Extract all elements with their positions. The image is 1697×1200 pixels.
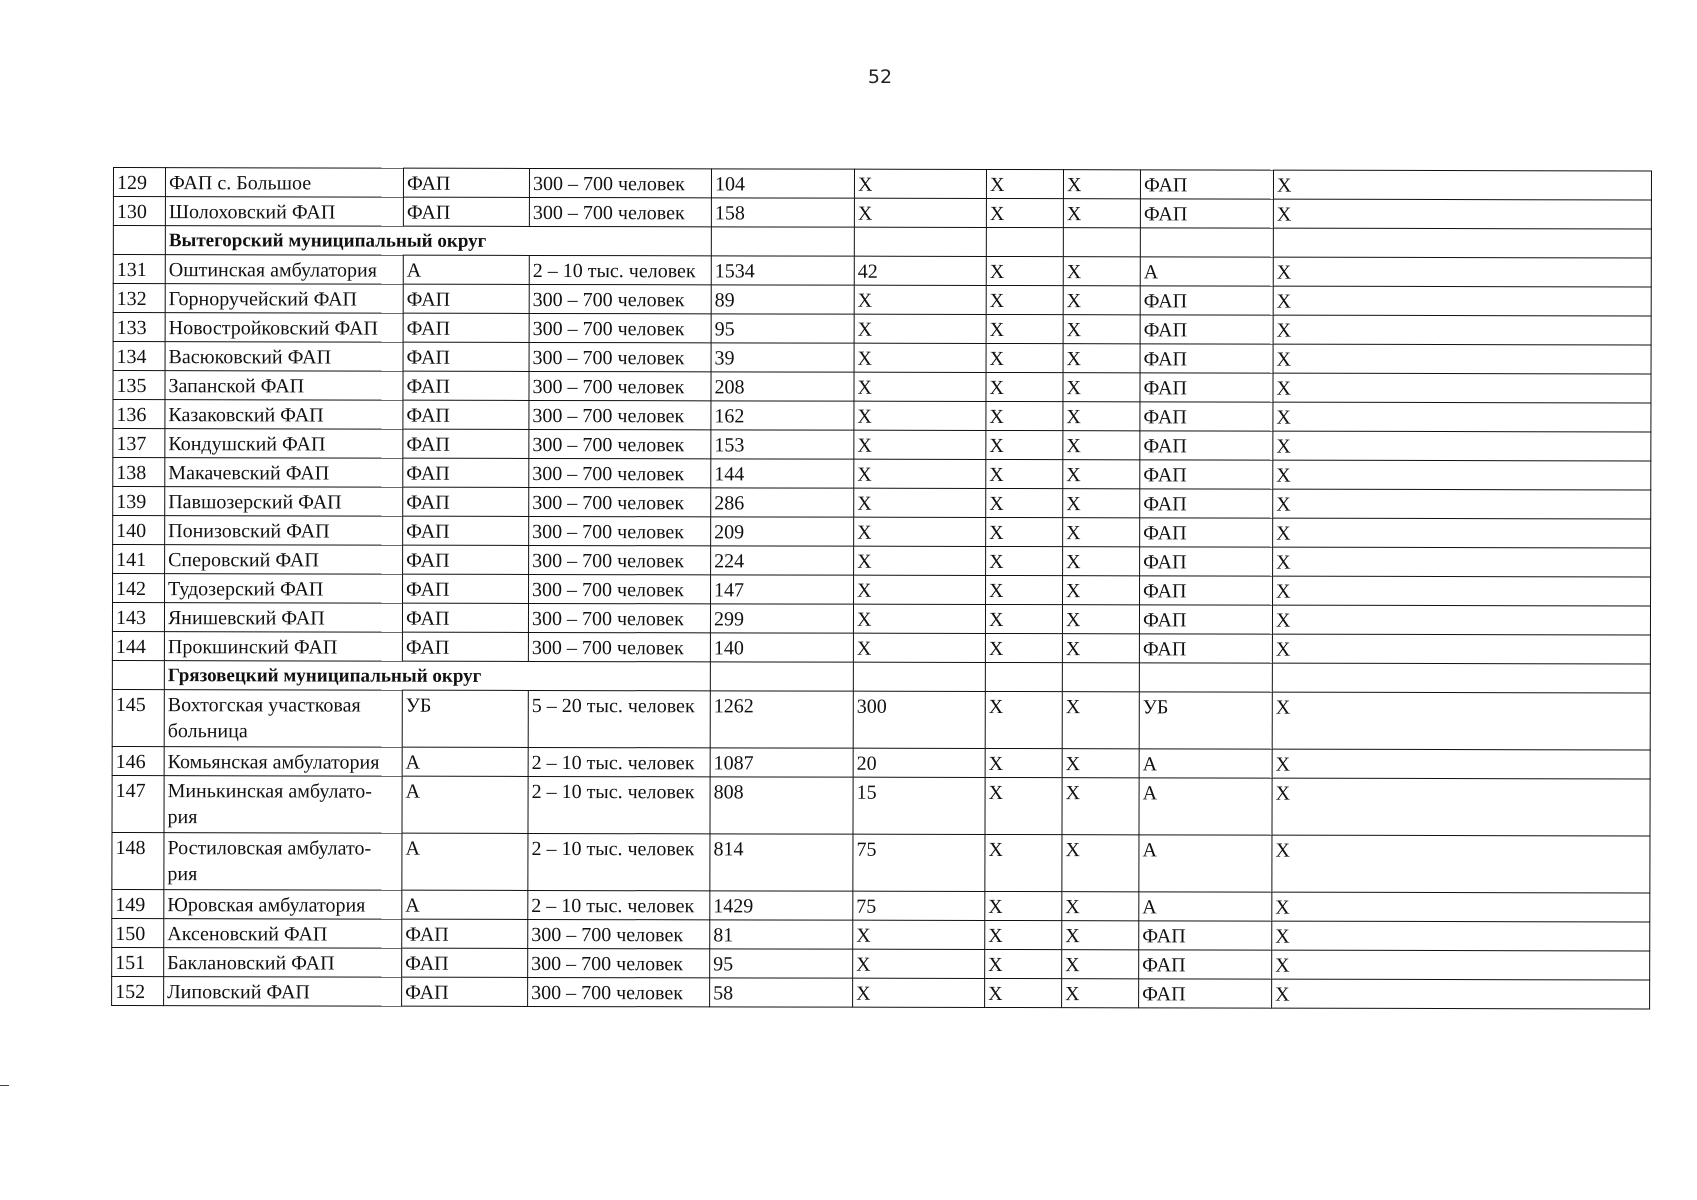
cell-value-d: X xyxy=(1273,576,1651,606)
cell-population: 81 xyxy=(710,920,853,949)
cell-target-type: ФАП xyxy=(1140,431,1273,460)
cell-facility-name: Шолоховский ФАП xyxy=(165,197,403,227)
section-empty-cell xyxy=(711,227,854,256)
cell-value-c: X xyxy=(1063,431,1140,460)
cell-value-a: X xyxy=(853,978,985,1007)
cell-value-b: X xyxy=(986,459,1063,488)
cell-value-b: X xyxy=(985,949,1062,978)
cell-target-type: ФАП xyxy=(1140,576,1273,605)
cell-value-d: X xyxy=(1273,257,1651,287)
cell-value-b: X xyxy=(986,198,1063,227)
table-row xyxy=(112,889,1650,921)
section-empty-cell xyxy=(854,227,986,256)
cell-population: 1429 xyxy=(710,891,853,920)
cell-facility-name: Липовский ФАП xyxy=(164,977,402,1007)
cell-population: 208 xyxy=(711,372,854,401)
cell-value-b: X xyxy=(985,834,1062,891)
section-empty-cell xyxy=(1272,663,1650,693)
cell-value-a: X xyxy=(854,372,986,401)
cell-population: 153 xyxy=(711,430,854,459)
cell-population-range: 300 – 700 человек xyxy=(528,603,710,632)
cell-population: 158 xyxy=(711,198,854,227)
cell-row-number: 144 xyxy=(112,631,164,660)
cell-facility-name: Тудозерский ФАП xyxy=(165,574,403,604)
cell-value-a: X xyxy=(853,633,985,662)
cell-facility-type: ФАП xyxy=(403,487,529,516)
cell-row-number: 148 xyxy=(112,832,164,889)
cell-value-c: X xyxy=(1062,892,1139,921)
cell-value-b: X xyxy=(986,575,1063,604)
cell-value-d: X xyxy=(1273,547,1651,577)
cell-value-a: 75 xyxy=(853,834,985,891)
cell-value-a: X xyxy=(854,401,986,430)
cell-value-d: X xyxy=(1272,835,1650,893)
cell-facility-name: Комьянская амбулатория xyxy=(164,747,402,777)
cell-facility-name: Макачевский ФАП xyxy=(165,458,403,488)
cell-row-number: 141 xyxy=(113,545,165,574)
cell-population-range: 2 – 10 тыс. человек xyxy=(529,255,711,284)
cell-facility-type: А xyxy=(402,776,528,833)
cell-value-b: X xyxy=(985,691,1062,748)
cell-value-a: 20 xyxy=(853,748,985,777)
cell-facility-name: Минькинская амбулато-рия xyxy=(164,776,402,834)
cell-value-a: 42 xyxy=(854,256,986,285)
cell-value-a: X xyxy=(854,459,986,488)
cell-population: 39 xyxy=(711,343,854,372)
cell-target-type: ФАП xyxy=(1140,460,1273,489)
cell-facility-name: Баклановский ФАП xyxy=(164,948,402,978)
cell-population-range: 300 – 700 человек xyxy=(528,977,710,1006)
cell-value-d: X xyxy=(1272,778,1650,836)
cell-value-b: X xyxy=(986,169,1063,198)
cell-target-type: ФАП xyxy=(1140,402,1273,431)
cell-population: 147 xyxy=(711,575,854,604)
cell-value-a: X xyxy=(854,430,986,459)
cell-population: 1262 xyxy=(710,691,853,748)
cell-target-type: А xyxy=(1139,778,1272,835)
cell-facility-type: ФАП xyxy=(402,919,528,948)
cell-value-d: X xyxy=(1272,921,1650,951)
cell-row-number: 142 xyxy=(113,574,165,603)
cell-population: 144 xyxy=(711,459,854,488)
cell-value-d: X xyxy=(1272,892,1650,922)
cell-value-d: X xyxy=(1272,749,1650,779)
cell-population: 140 xyxy=(710,633,853,662)
section-empty-cell xyxy=(1062,663,1139,692)
cell-facility-type: ФАП xyxy=(403,284,529,313)
cell-row-number: 147 xyxy=(112,775,164,832)
cell-value-c: X xyxy=(1062,778,1139,835)
table-row xyxy=(113,487,1651,519)
cell-value-b: X xyxy=(986,546,1063,575)
cell-population-range: 2 – 10 тыс. человек xyxy=(528,833,710,890)
cell-value-b: X xyxy=(986,343,1063,372)
cell-value-c: X xyxy=(1062,950,1139,979)
cell-facility-name: Прокшинский ФАП xyxy=(164,632,402,662)
cell-population-range: 2 – 10 тыс. человек xyxy=(528,890,710,919)
section-empty-cell xyxy=(1063,228,1140,257)
cell-target-type: А xyxy=(1139,892,1272,921)
table-row xyxy=(113,168,1651,200)
cell-value-d: X xyxy=(1273,489,1651,519)
cell-row-number: 140 xyxy=(113,516,165,545)
cell-population-range: 300 – 700 человек xyxy=(529,429,711,458)
cell-value-b: X xyxy=(985,920,1062,949)
cell-value-a: 75 xyxy=(853,891,985,920)
cell-population: 299 xyxy=(710,604,853,633)
cell-population-range: 300 – 700 человек xyxy=(529,313,711,342)
table-row xyxy=(112,976,1650,1008)
section-empty-cell xyxy=(985,662,1062,691)
cell-facility-name: Ростиловская амбулато-рия xyxy=(164,833,402,891)
cell-target-type: А xyxy=(1139,835,1272,892)
cell-facility-type: ФАП xyxy=(403,371,529,400)
cell-facility-type: ФАП xyxy=(403,574,529,603)
cell-value-b: X xyxy=(985,748,1062,777)
cell-facility-type: А xyxy=(402,747,528,776)
cell-value-b: X xyxy=(985,891,1062,920)
cell-population: 224 xyxy=(711,546,854,575)
cell-facility-type: ФАП xyxy=(403,168,529,197)
cell-target-type: А xyxy=(1140,257,1273,286)
cell-target-type: ФАП xyxy=(1140,344,1273,373)
cell-value-a: X xyxy=(854,169,986,198)
cell-facility-name: Васюковский ФАП xyxy=(165,342,403,372)
table-row xyxy=(113,516,1651,548)
cell-population: 89 xyxy=(711,285,854,314)
cell-value-a: X xyxy=(853,920,985,949)
cell-value-b: X xyxy=(986,285,1063,314)
cell-population: 814 xyxy=(710,834,853,891)
cell-row-number: 143 xyxy=(112,603,164,632)
cell-value-c: X xyxy=(1062,692,1139,749)
cell-facility-type: А xyxy=(403,255,529,284)
cell-value-c: X xyxy=(1063,373,1140,402)
cell-value-d: X xyxy=(1272,950,1650,980)
cell-value-c: X xyxy=(1063,199,1140,228)
cell-value-c: X xyxy=(1063,344,1140,373)
cell-facility-type: ФАП xyxy=(402,948,528,977)
cell-facility-type: ФАП xyxy=(403,197,529,226)
cell-facility-name: Вохтогская участковая больница xyxy=(164,690,402,748)
cell-population: 162 xyxy=(711,401,854,430)
cell-row-number: 150 xyxy=(112,918,164,947)
cell-value-d: X xyxy=(1273,431,1651,461)
cell-facility-type: ФАП xyxy=(402,603,528,632)
cell-value-d: X xyxy=(1273,373,1651,403)
cell-population-range: 300 – 700 человек xyxy=(528,948,710,977)
page-number: 52 xyxy=(867,66,893,88)
table-row xyxy=(112,947,1650,979)
cell-value-b: X xyxy=(985,978,1062,1007)
cell-population: 95 xyxy=(710,949,853,978)
cell-target-type: УБ xyxy=(1139,692,1272,749)
cell-value-c: X xyxy=(1063,576,1140,605)
cell-value-c: X xyxy=(1063,257,1140,286)
table-row xyxy=(113,458,1651,490)
cell-row-number: 151 xyxy=(112,947,164,976)
table-row xyxy=(112,918,1650,950)
cell-population-range: 5 – 20 тыс. человек xyxy=(528,690,710,747)
table-row xyxy=(113,284,1651,316)
scan-mark-left xyxy=(0,1085,9,1086)
cell-facility-name: Сперовский ФАП xyxy=(165,545,403,575)
cell-target-type: ФАП xyxy=(1139,605,1272,634)
cell-value-a: X xyxy=(854,314,986,343)
cell-value-d: X xyxy=(1272,634,1650,664)
cell-population-range: 300 – 700 человек xyxy=(529,371,711,400)
cell-value-d: X xyxy=(1273,199,1651,229)
cell-value-a: X xyxy=(854,285,986,314)
section-row xyxy=(112,660,1650,692)
table-row xyxy=(112,603,1650,635)
cell-facility-name: Горноручейский ФАП xyxy=(165,284,403,314)
cell-row-number: 130 xyxy=(113,197,165,226)
table-row xyxy=(113,313,1651,345)
cell-value-b: X xyxy=(985,633,1062,662)
table-row xyxy=(113,429,1651,461)
cell-value-b: X xyxy=(986,256,1063,285)
cell-population-range: 2 – 10 тыс. человек xyxy=(528,776,710,833)
section-empty-cell xyxy=(1273,228,1651,258)
cell-facility-type: ФАП xyxy=(402,632,528,661)
cell-value-c: X xyxy=(1062,921,1139,950)
cell-value-b: X xyxy=(985,604,1062,633)
cell-value-a: X xyxy=(853,604,985,633)
cell-row-number: 131 xyxy=(113,255,165,284)
cell-value-c: X xyxy=(1063,170,1140,199)
cell-row-number: 138 xyxy=(113,458,165,487)
cell-population: 808 xyxy=(710,777,853,834)
section-title: Грязовецкий муниципальный округ xyxy=(164,661,710,691)
cell-target-type: А xyxy=(1139,749,1272,778)
cell-row-number: 135 xyxy=(113,371,165,400)
cell-population-range: 300 – 700 человек xyxy=(529,168,711,197)
cell-population-range: 300 – 700 человек xyxy=(529,574,711,603)
cell-population-range: 300 – 700 человек xyxy=(529,516,711,545)
cell-facility-name: Янишевский ФАП xyxy=(164,603,402,633)
cell-value-c: X xyxy=(1062,605,1139,634)
cell-population-range: 2 – 10 тыс. человек xyxy=(528,747,710,776)
table-body xyxy=(112,168,1652,1009)
cell-value-d: X xyxy=(1272,692,1650,750)
cell-population-range: 300 – 700 человек xyxy=(529,487,711,516)
table-row xyxy=(112,689,1650,749)
cell-population: 209 xyxy=(711,517,854,546)
cell-value-c: X xyxy=(1062,749,1139,778)
cell-population: 1534 xyxy=(711,256,854,285)
cell-facility-type: ФАП xyxy=(403,313,529,342)
cell-facility-type: А xyxy=(402,833,528,890)
cell-facility-type: ФАП xyxy=(403,429,529,458)
cell-row-number: 129 xyxy=(113,168,165,197)
cell-facility-type: ФАП xyxy=(403,516,529,545)
cell-value-a: X xyxy=(853,949,985,978)
cell-facility-name: Юровская амбулатория xyxy=(164,890,402,920)
cell-value-a: X xyxy=(854,198,986,227)
section-row xyxy=(113,226,1651,258)
cell-value-a: X xyxy=(854,575,986,604)
cell-population-range: 300 – 700 человек xyxy=(529,545,711,574)
cell-value-d: X xyxy=(1272,605,1650,635)
cell-row-number: 137 xyxy=(113,429,165,458)
section-empty-cell xyxy=(1140,228,1273,257)
cell-population-range: 300 – 700 человек xyxy=(529,284,711,313)
cell-population: 95 xyxy=(711,314,854,343)
cell-value-c: X xyxy=(1063,286,1140,315)
table-row xyxy=(113,197,1651,229)
cell-population: 1087 xyxy=(710,748,853,777)
cell-population-range: 300 – 700 человек xyxy=(528,632,710,661)
cell-value-d: X xyxy=(1273,170,1651,200)
table-row xyxy=(112,631,1650,663)
cell-value-d: X xyxy=(1273,286,1651,316)
table-row xyxy=(112,775,1650,835)
cell-target-type: ФАП xyxy=(1139,921,1272,950)
cell-value-a: X xyxy=(854,546,986,575)
cell-value-c: X xyxy=(1063,402,1140,431)
table-row xyxy=(112,746,1650,778)
cell-value-c: X xyxy=(1063,489,1140,518)
cell-target-type: ФАП xyxy=(1140,373,1273,402)
cell-value-b: X xyxy=(986,314,1063,343)
cell-target-type: ФАП xyxy=(1140,286,1273,315)
cell-value-d: X xyxy=(1273,460,1651,490)
cell-value-b: X xyxy=(986,517,1063,546)
cell-row-number: 145 xyxy=(112,689,164,746)
cell-population: 104 xyxy=(711,169,854,198)
cell-value-c: X xyxy=(1063,547,1140,576)
cell-value-c: X xyxy=(1063,518,1140,547)
cell-facility-name: Аксеновский ФАП xyxy=(164,919,402,949)
cell-target-type: ФАП xyxy=(1140,199,1273,228)
cell-value-b: X xyxy=(986,488,1063,517)
section-empty-cell xyxy=(710,662,853,691)
section-empty-cell xyxy=(986,227,1063,256)
cell-row-number: 146 xyxy=(112,746,164,775)
cell-target-type: ФАП xyxy=(1140,518,1273,547)
cell-facility-name: ФАП с. Большое xyxy=(165,168,403,198)
table-container xyxy=(111,167,1651,1009)
cell-row-number: 134 xyxy=(113,342,165,371)
cell-row-number: 136 xyxy=(113,400,165,429)
table-row xyxy=(113,371,1651,403)
cell-facility-type: ФАП xyxy=(403,545,529,574)
cell-target-type: ФАП xyxy=(1139,950,1272,979)
cell-target-type: ФАП xyxy=(1140,489,1273,518)
cell-value-c: X xyxy=(1063,460,1140,489)
table-row xyxy=(113,400,1651,432)
cell-population: 58 xyxy=(710,978,853,1007)
cell-value-d: X xyxy=(1272,979,1650,1009)
cell-facility-type: ФАП xyxy=(403,458,529,487)
cell-value-d: X xyxy=(1273,315,1651,345)
table-row xyxy=(113,342,1651,374)
cell-value-a: 300 xyxy=(853,691,985,748)
cell-target-type: ФАП xyxy=(1140,547,1273,576)
cell-value-a: 15 xyxy=(853,777,985,834)
table-row xyxy=(113,255,1651,287)
cell-facility-name: Новостройковский ФАП xyxy=(165,313,403,343)
cell-facility-type: ФАП xyxy=(403,342,529,371)
cell-value-c: X xyxy=(1062,634,1139,663)
cell-row-number: 139 xyxy=(113,487,165,516)
cell-population-range: 300 – 700 человек xyxy=(528,919,710,948)
cell-facility-name: Кондушский ФАП xyxy=(165,429,403,459)
cell-population-range: 300 – 700 человек xyxy=(529,458,711,487)
section-row-number-cell xyxy=(113,226,165,255)
cell-value-b: X xyxy=(985,777,1062,834)
section-row-number-cell xyxy=(112,660,164,689)
cell-facility-name: Оштинская амбулатория xyxy=(165,255,403,285)
cell-population-range: 300 – 700 человек xyxy=(529,197,711,226)
cell-row-number: 152 xyxy=(112,976,164,1005)
cell-population: 286 xyxy=(711,488,854,517)
cell-row-number: 132 xyxy=(113,284,165,313)
cell-row-number: 133 xyxy=(113,313,165,342)
cell-facility-name: Запанской ФАП xyxy=(165,371,403,401)
cell-value-b: X xyxy=(986,401,1063,430)
cell-population-range: 300 – 700 человек xyxy=(529,342,711,371)
cell-population-range: 300 – 700 человек xyxy=(529,400,711,429)
section-empty-cell xyxy=(1139,663,1272,692)
section-empty-cell xyxy=(853,662,985,691)
cell-value-d: X xyxy=(1273,344,1651,374)
cell-row-number: 149 xyxy=(112,889,164,918)
cell-value-a: X xyxy=(854,488,986,517)
cell-target-type: ФАП xyxy=(1140,170,1273,199)
cell-facility-type: УБ xyxy=(402,690,528,747)
cell-value-c: X xyxy=(1062,835,1139,892)
table-row xyxy=(112,832,1650,892)
cell-facility-name: Казаковский ФАП xyxy=(165,400,403,430)
cell-target-type: ФАП xyxy=(1139,979,1272,1008)
facilities-table xyxy=(111,167,1652,1009)
cell-target-type: ФАП xyxy=(1140,315,1273,344)
cell-facility-name: Павшозерский ФАП xyxy=(165,487,403,517)
table-row xyxy=(113,545,1651,577)
cell-value-d: X xyxy=(1273,402,1651,432)
cell-target-type: ФАП xyxy=(1139,634,1272,663)
cell-facility-type: ФАП xyxy=(402,977,528,1006)
cell-value-b: X xyxy=(986,372,1063,401)
cell-value-c: X xyxy=(1063,315,1140,344)
table-row xyxy=(113,574,1651,606)
cell-value-a: X xyxy=(854,517,986,546)
cell-facility-type: ФАП xyxy=(403,400,529,429)
cell-value-b: X xyxy=(986,430,1063,459)
section-title: Вытегорский муниципальный округ xyxy=(165,226,711,256)
cell-value-a: X xyxy=(854,343,986,372)
cell-facility-name: Понизовский ФАП xyxy=(165,516,403,546)
cell-value-d: X xyxy=(1273,518,1651,548)
cell-facility-type: А xyxy=(402,890,528,919)
cell-value-c: X xyxy=(1062,979,1139,1008)
